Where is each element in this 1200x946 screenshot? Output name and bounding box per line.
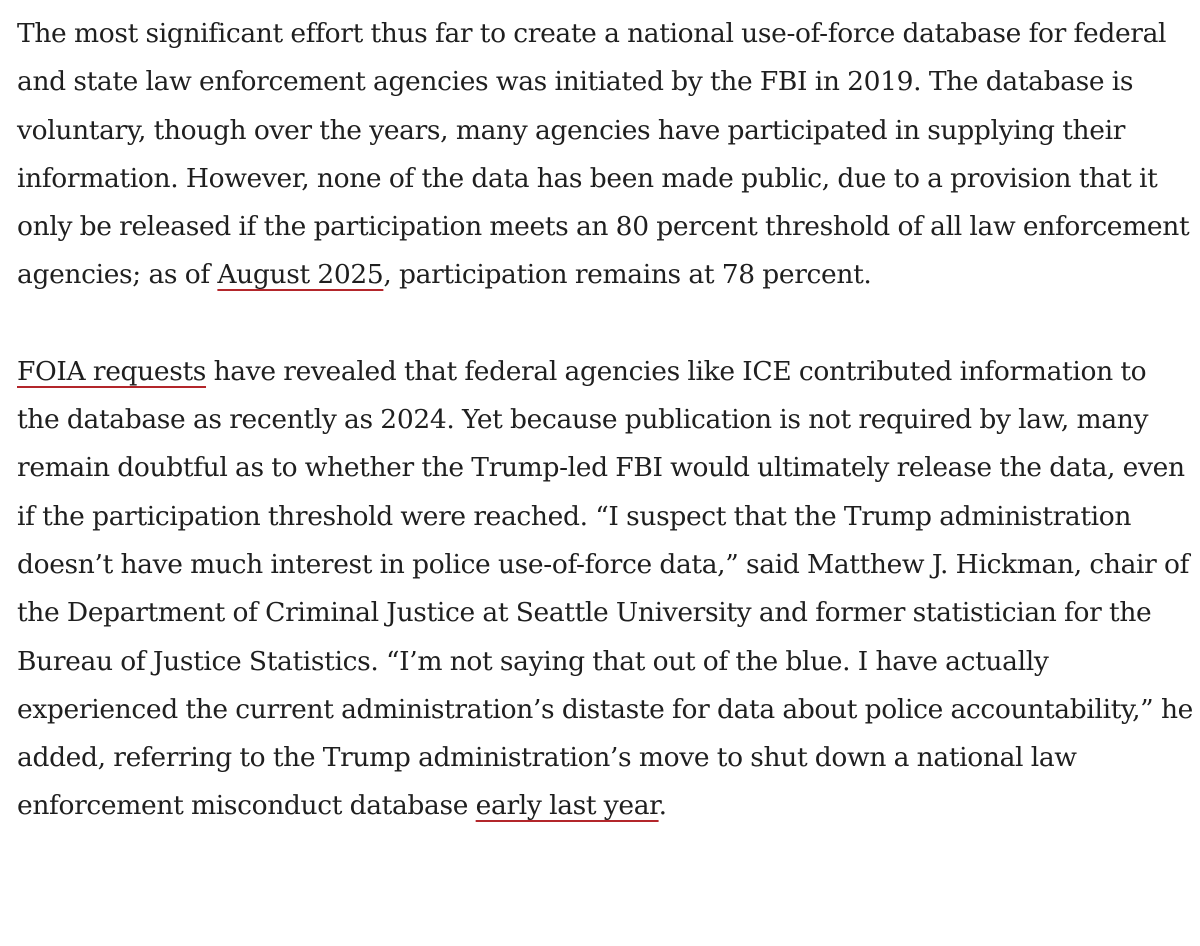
link-foia-requests[interactable]: FOIA requests [17,355,207,387]
article-body [17,10,1193,831]
paragraph-text: The most significant effort thus far to create a national use-of-force database for federal and state law enforcement agencies was initiated by the FBI in 2019. The database is voluntary, though over the years, many agencies have participated in supplying their information. However, none of the data has been made public, due to a provision that it only be released if the participation meets an 80 percent threshold of all law enforcement agencies; as of [17,18,1190,291]
paragraph-text: have revealed that federal agencies like ICE contributed information to the database as recently as 2024. Yet because publication is not required by law, many remain doubtful as to whether the Trump-led FBI would ultimately release the data, even if the participation threshold were reached. “I suspect that the Trump administration doesn’t have much interest in police use-of-force data,” said Matthew J. Hickman, chair of the Department of Criminal Justice at Seattle University and former statistician for the Bureau of Justice Statistics. “I’m not saying that out of the blue. I have actually experienced the current administration’s distaste for data about police accountability,” he added, referring to the Trump administration’s move to shut down a national law enforcement misconduct database [17,355,1193,822]
link-august-2025[interactable]: August 2025 [217,259,384,291]
paragraph-text: . [658,790,667,822]
paragraph-fbi-database [17,10,1193,300]
paragraph-text: , participation remains at 78 percent. [383,259,872,291]
link-early-last-year[interactable]: early last year [475,790,659,822]
paragraph-foia [17,348,1193,831]
